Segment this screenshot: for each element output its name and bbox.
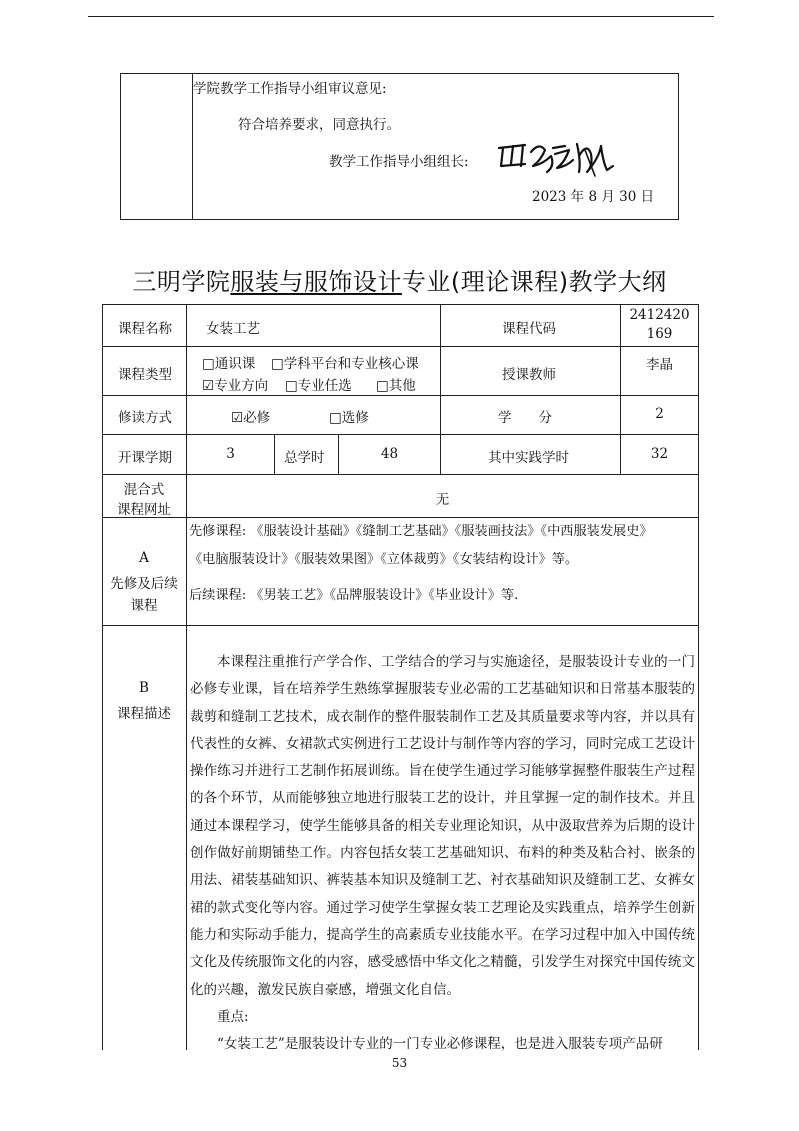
type-option-direction: ☑专业方向 (202, 378, 269, 394)
type-option-elective: □专业任选 (285, 378, 352, 394)
section-a-label-2: 课程 (130, 598, 158, 614)
rule (102, 434, 699, 435)
rule (102, 395, 699, 396)
rule (440, 304, 441, 474)
type-option-core: □学科平台和专业核心课 (271, 356, 419, 372)
practice-value: 32 (650, 446, 669, 462)
key-points-heading: 重点: (217, 1008, 249, 1025)
title-suffix: 专业(理论课程)教学大纲 (401, 268, 667, 296)
study-label: 修读方式 (118, 410, 172, 426)
rule (102, 517, 699, 518)
prereq-line-2: 《电脑服装设计》《服装效果图》《立体裁剪》《女装结构设计》等。 (189, 552, 579, 567)
course-name: 女装工艺 (206, 321, 260, 337)
followup-courses: 后续课程: 《男装工艺》《品牌服装设计》《毕业设计》等. (189, 588, 519, 603)
section-b-letter: B (139, 680, 149, 696)
practice-label: 其中实践学时 (488, 450, 569, 466)
rule (102, 304, 103, 1050)
key-points-paragraph: “女装工艺”是服装设计专业的一门专业必修课程，也是进入服装专项产品研 (217, 1036, 663, 1053)
course-description (190, 649, 695, 1058)
title-major: 服装与服饰设计 (230, 268, 402, 296)
prereq-line-1: 先修课程: 《服装设计基础》《缝制工艺基础》《服装画技法》《中西服装发展史》 (189, 524, 653, 539)
credit-value: 2 (655, 406, 664, 422)
rule (186, 304, 187, 1050)
type-option-general: □通识课 (202, 356, 256, 372)
rule (102, 625, 699, 626)
description-paragraph: 本课程注重推行产学合作、工学结合的学习与实施途径，是服装设计专业的一门必修专业课，旨在培养学生熟练掌握服装专业必需的工艺基础知识和日常基本服装的裁剪和缝制工艺技术，成衣制作的整件服装制作工艺及其质量要求等内容，并以具有代表性的女裤、女裙款式实例进行工艺设计与制作等内容的学习，同时完成工艺设计操作练习并进行工艺制作拓展训练。旨在使学生通过学习能够掌握整件服装生产过程的各个环节，从而能够独立地进行服装工艺的设计，并且掌握一定的制作技术。并且通过本课程学习，使学生能够具备的相关专业理论知识，从中汲取营养为后期的设计创作做好前期铺垫工作。内容包括女装工艺基础知识、布料的种类及粘合衬、嵌条的用法、裙装基础知识、裤装基本知识及缝制工艺、衬衣基础知识及缝制工艺、女裤女裙的款式变化等内容。通过学习使学生掌握女装工艺理论及实践重点，培养学生创新能力和实际动手能力，提高学生的高素质专业技能水平。在学习过程中加入中国传统文化及传统服饰文化的内容，感受感悟中华文化之精髓，引发学生对探究中国传统文化的兴趣，激发民族自豪感，增强文化自信。 (190, 654, 695, 998)
leader-signature (495, 136, 617, 182)
header-rule (88, 16, 714, 17)
name-label: 课程名称 (118, 321, 172, 337)
approval-box (120, 73, 679, 220)
study-option-elective: □选修 (329, 410, 369, 426)
teacher-name: 李晶 (646, 357, 673, 373)
code-label: 课程代码 (502, 321, 556, 337)
rule (274, 434, 275, 474)
title-prefix: 三明学院 (132, 268, 231, 296)
type-option-other: □其他 (376, 378, 416, 394)
approval-date: 2023 年 8 月 30 日 (532, 189, 655, 205)
document-title (0, 262, 799, 297)
semester-label: 开课学期 (118, 450, 172, 466)
course-code-line2: 169 (646, 326, 673, 342)
approval-opinion: 符合培养要求，同意执行。 (238, 117, 400, 133)
hours-value: 48 (380, 446, 399, 462)
leader-label: 教学工作指导小组组长: (329, 154, 469, 170)
rule (102, 304, 699, 305)
section-b-label: 课程描述 (117, 706, 171, 722)
course-table (102, 304, 699, 1053)
course-code-line1: 2412420 (629, 307, 690, 323)
type-label: 课程类型 (118, 367, 172, 383)
section-a-letter: A (139, 550, 149, 566)
credit-label: 学 分 (498, 410, 552, 426)
teacher-label: 授课教师 (502, 367, 556, 383)
mixed-label-1: 混合式 (123, 482, 165, 498)
mixed-label-2: 课程网址 (117, 502, 171, 518)
hours-label: 总学时 (284, 450, 325, 466)
rule (102, 474, 699, 475)
semester-value: 3 (226, 446, 235, 462)
section-a-label-1: 先修及后续 (110, 576, 178, 592)
study-option-required: ☑必修 (231, 410, 271, 426)
approval-heading: 学院教学工作指导小组审议意见: (193, 81, 387, 97)
rule (102, 346, 699, 347)
page-number: 53 (391, 1056, 408, 1070)
mixed-value: 无 (435, 492, 450, 508)
